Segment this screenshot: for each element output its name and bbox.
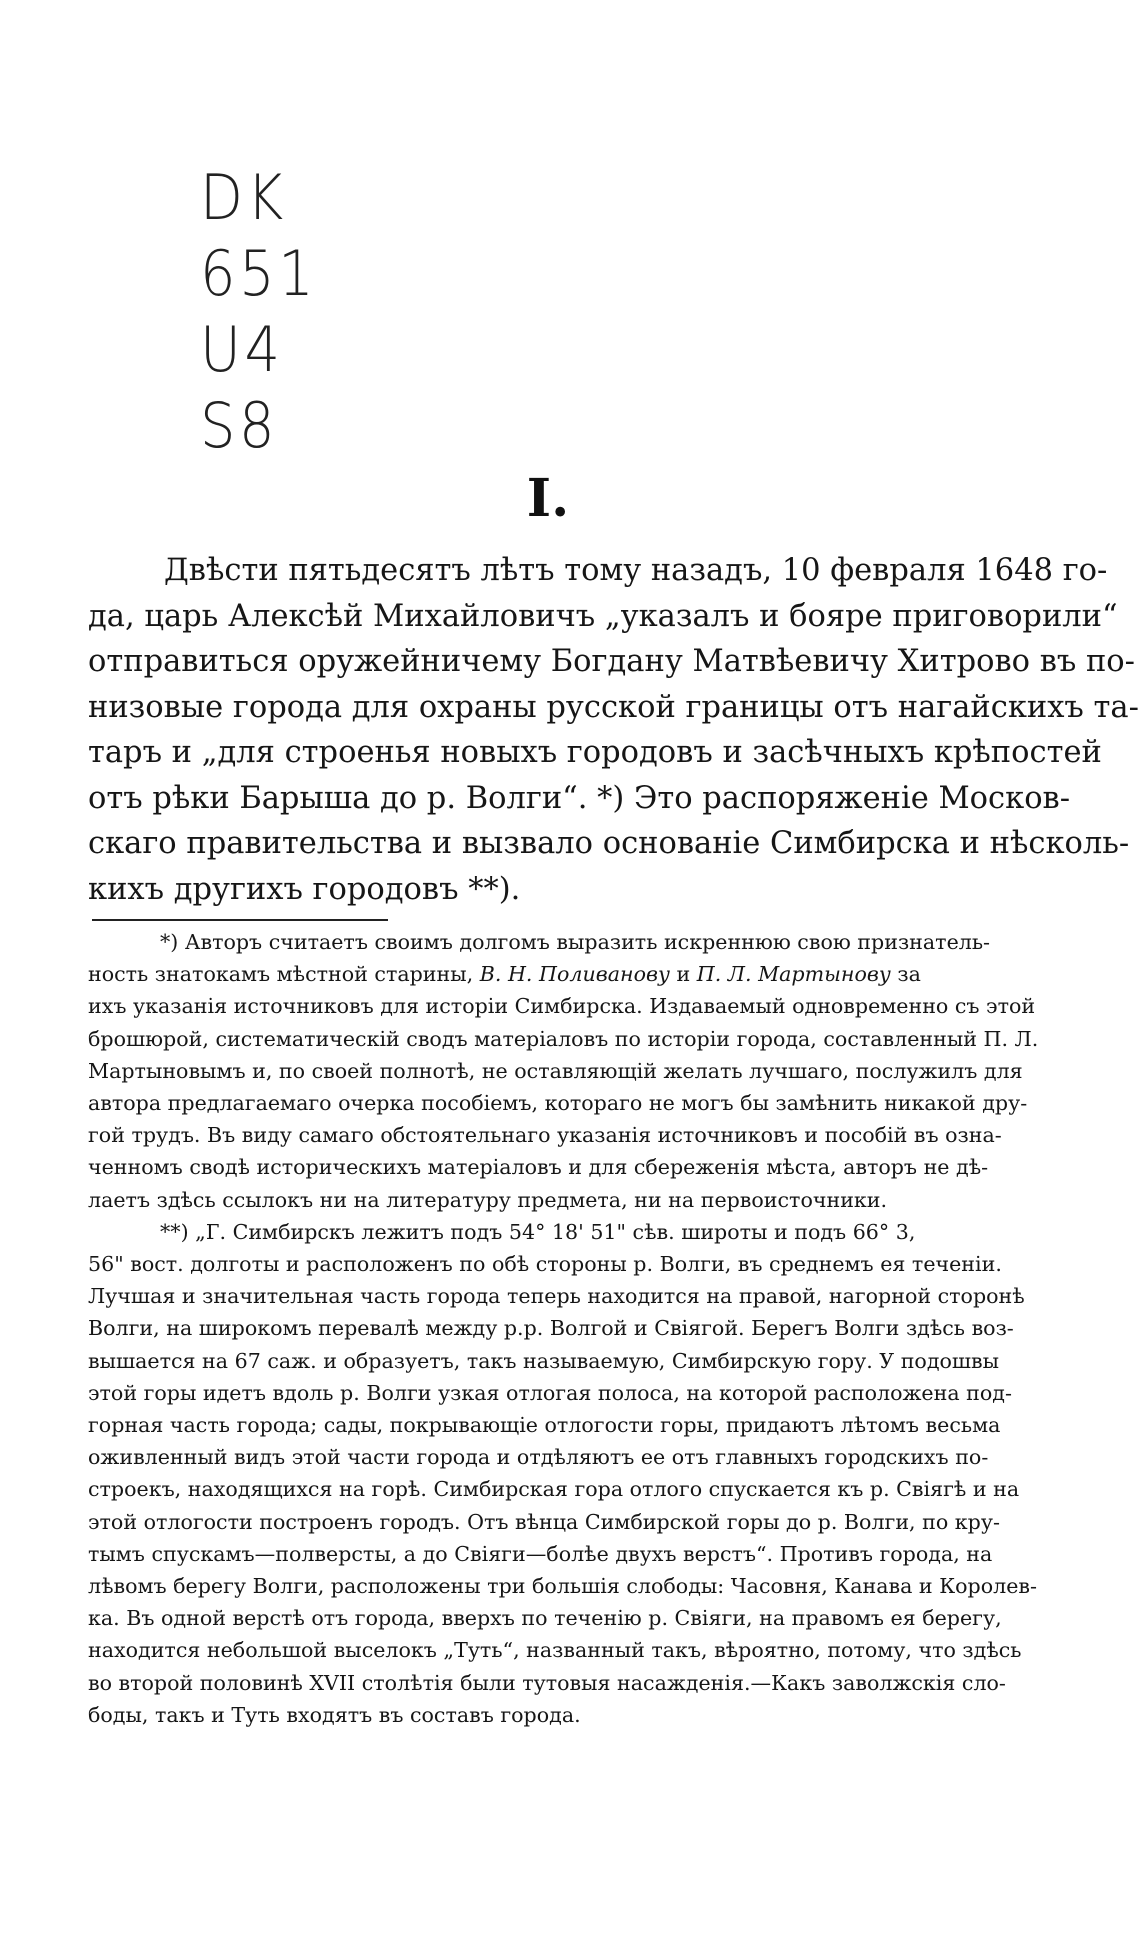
- name-martynov: П. Л. Мартынову: [696, 962, 891, 987]
- footnote-2-line: находится небольшой выселокъ „Туть“, названный такъ, вѣроятно, потому, что здѣсь: [88, 1638, 1022, 1663]
- paragraph-line: таръ и „для строенья новыхъ городовъ и засѣчныхъ крѣпостей: [88, 735, 1102, 770]
- footnote-1-line: автора предлагаемаго очерка пособіемъ, котораго не могъ бы замѣнить никакой дру-: [88, 1091, 1028, 1116]
- footnote-text: ность знатокамъ мѣстной старины,: [88, 962, 480, 987]
- footnote-1-line: [88, 958, 1008, 990]
- footnote-1-line: ихъ указанія источниковъ для исторіи Симбирска. Издаваемый одновременно съ этой: [88, 994, 1036, 1019]
- footnote-1-line: лаетъ здѣсь ссылокъ ни на литературу предмета, ни на первоисточники.: [88, 1187, 888, 1212]
- paragraph-line: кихъ другихъ городовъ **).: [88, 871, 521, 907]
- call-number-line: S8: [200, 389, 279, 462]
- call-number-line: DK: [200, 161, 287, 234]
- footnote-text: и: [669, 962, 697, 987]
- footnote-2-line: тымъ спускамъ—полверсты, а до Свіяги—болѣе двухъ верстъ“. Противъ города, на: [88, 1541, 993, 1566]
- footnote-2-line: **) „Г. Симбирскъ лежитъ подъ 54° 18' 51" сѣв. широты и подъ 66° 3,: [160, 1219, 916, 1244]
- footnote-2-line: 56" вост. долготы и расположенъ по обѣ стороны р. Волги, въ среднемъ ея теченіи.: [88, 1252, 1002, 1277]
- footnote-1-line: *) Авторъ считаетъ своимъ долгомъ выразить искреннюю свою признатель-: [160, 930, 991, 954]
- library-call-number: [200, 160, 400, 464]
- footnote-2-line: горная часть города; сады, покрывающіе отлогости горы, придаютъ лѣтомъ весьма: [88, 1413, 1001, 1438]
- footnote-divider: [92, 919, 388, 921]
- footnote-2-line: оживленный видъ этой части города и отдѣляютъ ее отъ главныхъ городскихъ по-: [88, 1445, 989, 1470]
- footnote-2-line: строекъ, находящихся на горѣ. Симбирская гора отлого спускается къ р. Свіягѣ и на: [88, 1477, 1020, 1502]
- footnote-1-line: Мартыновымъ и, по своей полнотѣ, не оставляющій желать лучшаго, послужилъ для: [88, 1058, 1023, 1083]
- chapter-heading: I.: [526, 468, 570, 529]
- footnote-text: за: [890, 962, 921, 987]
- paragraph-line: Двѣсти пятьдесятъ лѣтъ тому назадъ, 10 февраля 1648 го-: [164, 553, 1108, 588]
- paragraph-line: скаго правительства и вызвало основаніе Симбирска и нѣсколь-: [88, 826, 1130, 861]
- footnote-2-line: боды, такъ и Туть входятъ въ составъ города.: [88, 1702, 581, 1727]
- call-number-line: U4: [200, 313, 284, 386]
- footnote-2-line: Волги, на широкомъ перевалѣ между р.р. Волгой и Свіягой. Берегъ Волги здѣсь воз-: [88, 1316, 1014, 1341]
- name-polivanov: В. Н. Поливанову: [479, 962, 670, 987]
- footnote-2-line: во второй половинѣ XVII столѣтія были тутовыя насажденія.—Какъ заволжскія сло-: [88, 1670, 1006, 1695]
- footnote-1-line: гой трудъ. Въ виду самаго обстоятельнаго указанія источниковъ и пособій въ озна-: [88, 1123, 1002, 1148]
- footnote-2-line: лѣвомъ берегу Волги, расположены три большія слободы: Часовня, Канава и Королев-: [88, 1574, 1037, 1599]
- call-number-line: 651: [200, 237, 318, 310]
- main-paragraph: [88, 548, 1139, 912]
- footnote-2-line: ка. Въ одной верстѣ отъ города, вверхъ по теченію р. Свіяги, на правомъ ея берегу,: [88, 1606, 1002, 1631]
- paragraph-line: низовые города для охраны русской границы отъ нагайскихъ та-: [88, 689, 1139, 725]
- footnote-2-line: вышается на 67 саж. и образуетъ, такъ называемую, Симбирскую гору. У подошвы: [88, 1348, 1000, 1373]
- footnote-2-line: этой отлогости построенъ городъ. Отъ вѣнца Симбирской горы до р. Волги, по кру-: [88, 1509, 1000, 1534]
- footnotes: [88, 926, 1039, 1731]
- paragraph-line: да, царь Алексѣй Михайловичъ „указалъ и бояре приговорили“: [88, 598, 1118, 634]
- footnote-2-line: Лучшая и значительная часть города теперь находится на правой, нагорной сторонѣ: [88, 1284, 1025, 1309]
- footnote-1-line: брошюрой, систематическій сводъ матеріаловъ по исторіи города, составленный П. Л.: [88, 1026, 1039, 1051]
- paragraph-line: отправиться оружейничему Богдану Матвѣевичу Хитрово въ по-: [88, 644, 1135, 679]
- footnote-2-line: этой горы идетъ вдоль р. Волги узкая отлогая полоса, на которой расположена под-: [88, 1380, 1012, 1405]
- paragraph-line: отъ рѣки Барыша до р. Волги“. *) Это распоряженіе Москов-: [88, 780, 1071, 816]
- footnote-1-line: ченномъ сводѣ историческихъ матеріаловъ и для сбереженія мѣста, авторъ не дѣ-: [88, 1155, 989, 1180]
